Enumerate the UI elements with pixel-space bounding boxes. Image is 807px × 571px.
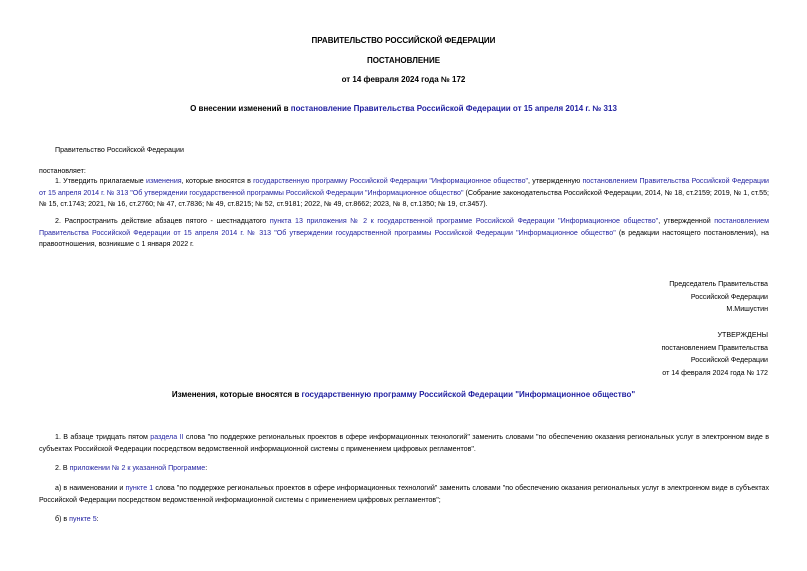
approval-title: УТВЕРЖДЕНЫ [717, 331, 768, 339]
paragraph-2-text-c: (в редакции настоящего постановления), на правоотношения, возникшие с 1 января 2022 г. [39, 228, 769, 248]
link-section-2[interactable]: раздела II [150, 433, 184, 441]
signature-block [669, 278, 768, 316]
approval-country: Российской Федерации [690, 356, 768, 364]
change-item-1 [39, 432, 769, 455]
link-program[interactable]: государственную программу Российской Федерации "Информационное общество" [253, 177, 529, 185]
change-item-1-text-a: 1. В абзаце тридцать пятом [55, 433, 151, 441]
issuer-text: Правительство Российской Федерации [55, 146, 184, 154]
signature-name: М.Мишустин [726, 305, 768, 313]
paragraph-1-text-b: , которые вносятся в [181, 177, 254, 185]
change-item-1-text-b: слова "по поддержке региональных проектов в сфере информационных технологий" заменить словами "по обеспечению оказания региональных услуг в электронном виде в субъектах Российской Федерации посредством ведомственной информационной системы с применением цифровых регламентов". [39, 433, 769, 453]
doc-title [0, 104, 807, 113]
approval-date: от 14 февраля 2024 года № 172 [662, 368, 768, 377]
link-appendix-2[interactable]: приложении № 2 к указанной Программе [69, 464, 206, 472]
paragraph-2 [39, 216, 769, 251]
link-item-1[interactable]: пункте 1 [125, 484, 154, 492]
change-item-2 [55, 463, 207, 475]
change-item-2a-text-a: а) в наименовании и [55, 484, 126, 492]
change-item-2b [55, 514, 99, 526]
change-item-2b-text-a: б) в [55, 515, 70, 523]
doc-title-link[interactable]: постановление Правительства Российской Федерации от 15 апреля 2014 г. № 313 [290, 104, 617, 113]
link-changes[interactable]: изменения [146, 177, 182, 185]
changes-title-prefix: Изменения, которые вносятся в [171, 390, 302, 399]
approval-block [661, 329, 768, 379]
link-item-13-appendix-2[interactable]: пункта 13 приложения № 2 к государственной программе Российской Федерации "Информационное общество" [269, 217, 659, 225]
paragraph-1 [39, 176, 769, 211]
approval-by: постановлением Правительства [661, 343, 768, 352]
link-item-5[interactable]: пункте 5 [69, 515, 97, 523]
link-resolution-313[interactable]: постановлением Правительства Российской Федерации от 15 апреля 2014 г. № 313 "Об утверждении государственной программы Российской Федерации "Информационное общество" [39, 177, 770, 197]
paragraph-1-text-c: , утвержденную [528, 177, 583, 185]
change-item-2b-text-b: : [96, 515, 99, 523]
changes-title [0, 390, 807, 399]
doc-title-prefix: О внесении изменений в [190, 104, 291, 113]
doc-date-number: от 14 февраля 2024 года № 172 [341, 75, 466, 84]
paragraph-1-text-a: 1. Утвердить прилагаемые [55, 177, 147, 185]
paragraph-2-text-a: 2. Распространить действие абзацев пятого - шестнадцатого [55, 217, 270, 225]
changes-title-link[interactable]: государственную программу Российской Федерации "Информационное общество" [301, 390, 636, 399]
decides-text: постановляет: [39, 167, 86, 175]
paragraph-2-text-b: , утвержденной [658, 217, 715, 225]
change-item-2a-text-b: слова "по поддержке региональных проектов в сфере информационных технологий" заменить словами "по обеспечению оказания региональных услуг в электронном виде в субъектах Российской Федерации посредством ведомственной информационной системы с применением цифровых регламентов"; [39, 484, 769, 504]
doc-type-heading: ПОСТАНОВЛЕНИЕ [366, 56, 441, 65]
paragraph-1-text-d: (Собрание законодательства Российской Федерации, 2014, № 18, ст.2159; 2019, № 1, ст.55; № 15, ст.1743; 2021, № 16, ст.2760; № 47, ст.7836; № 49, ст.8215; № 52, ст.9181; 2022, № 49, ст.8662; 2023, № 8, ст.1350; № 19, ст.3457). [39, 188, 769, 208]
change-item-2-text-a: 2. В [55, 464, 70, 472]
signature-country: Российской Федерации [690, 292, 768, 301]
signature-position: Председатель Правительства [669, 280, 768, 288]
government-heading: ПРАВИТЕЛЬСТВО РОССИЙСКОЙ ФЕДЕРАЦИИ [311, 36, 496, 45]
link-resolution-313-b[interactable]: постановлением Правительства Российской Федерации от 15 апреля 2014 г. № 313 "Об утверждении государственной программы Российской Федерации "Информационное общество" [39, 217, 769, 237]
change-item-2-text-b: : [205, 464, 208, 472]
change-item-2a [39, 483, 769, 506]
